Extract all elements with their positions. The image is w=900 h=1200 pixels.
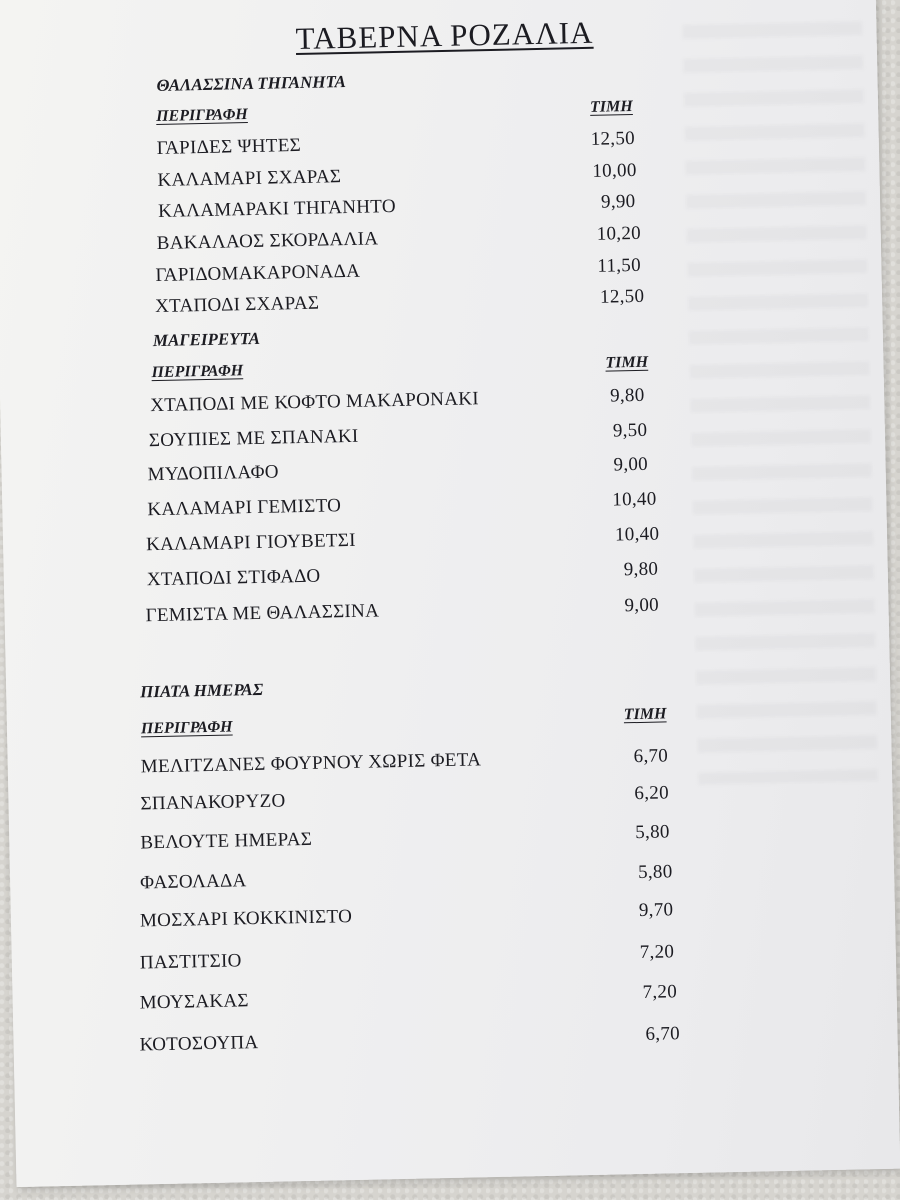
menu-item-name: ΚΑΛΑΜΑΡΙ ΓΕΜΙΣΤΟ xyxy=(147,495,342,521)
section-title-cooked-dishes: ΜΑΓΕΙΡΕΥΤΑ xyxy=(152,328,261,351)
price-header: ΤΙΜΗ xyxy=(623,705,667,724)
menu-item-price: 6,20 xyxy=(634,782,670,805)
menu-item-name: ΦΑΣΟΛΑΔΑ xyxy=(139,870,247,894)
menu-item-name: ΜΕΛΙΤΖΑΝΕΣ ΦΟΥΡΝΟΥ ΧΩΡΙΣ ΦΕΤΑ xyxy=(140,749,482,778)
menu-item-price: 9,90 xyxy=(600,190,636,213)
description-header: ΠΕΡΙΓΡΑΦΗ xyxy=(151,362,244,382)
menu-item-name: ΜΟΥΣΑΚΑΣ xyxy=(139,990,249,1014)
menu-item-price: 10,40 xyxy=(614,523,660,546)
menu-item-name: ΓΑΡΙΔΟΜΑΚΑΡΟΝΑΔΑ xyxy=(155,260,361,287)
menu-item-name: ΜΥΔΟΠΙΛΑΦΟ xyxy=(147,461,280,486)
price-header: ΤΙΜΗ xyxy=(605,353,649,372)
menu-item-name: ΧΤΑΠΟΔΙ ΣΧΑΡΑΣ xyxy=(154,292,320,318)
menu-item-price: 7,20 xyxy=(639,941,675,964)
menu-item-name: ΚΟΤΟΣΟΥΠΑ xyxy=(139,1032,259,1056)
menu-item-name: ΜΟΣΧΑΡΙ ΚΟΚΚΙΝΙΣΤΟ xyxy=(139,906,353,932)
menu-item-price: 10,40 xyxy=(612,488,657,511)
menu-item-name: ΣΠΑΝΑΚΟΡΥΖΟ xyxy=(140,790,286,815)
menu-item-name: ΧΤΑΠΟΔΙ ΜΕ ΚΟΦΤΟ ΜΑΚΑΡΟΝΑΚΙ xyxy=(149,388,480,417)
menu-item-name: ΓΕΜΙΣΤΑ ΜΕ ΘΑΛΑΣΣΙΝΑ xyxy=(145,600,380,627)
menu-item-name: ΒΑΚΑΛΑΟΣ ΣΚΟΡΔΑΛΙΑ xyxy=(156,228,379,254)
menu-item-name: ΓΑΡΙΔΕΣ ΨΗΤΕΣ xyxy=(156,134,302,159)
section-title-dishes-of-the-day: ΠΙΑΤΑ ΗΜΕΡΑΣ xyxy=(139,679,264,702)
menu-item-price: 9,50 xyxy=(612,419,648,442)
menu-item-name: ΠΑΣΤΙΤΣΙΟ xyxy=(139,950,242,974)
menu-item-price: 11,50 xyxy=(597,254,642,277)
menu-item-price: 9,80 xyxy=(609,384,645,407)
description-header: ΠΕΡΙΓΡΑΦΗ xyxy=(140,718,233,738)
menu-item-price: 7,20 xyxy=(642,981,678,1003)
show-through-text xyxy=(682,21,878,785)
description-header: ΠΕΡΙΓΡΑΦΗ xyxy=(155,106,248,125)
menu-item-price: 9,00 xyxy=(624,594,660,617)
menu-item-name: ΣΟΥΠΙΕΣ ΜΕ ΣΠΑΝΑΚΙ xyxy=(148,425,359,452)
menu-item-name: ΒΕΛΟΥΤΕ ΗΜΕΡΑΣ xyxy=(140,828,313,854)
price-header: ΤΙΜΗ xyxy=(589,97,633,116)
menu-item-name: ΚΑΛΑΜΑΡΙ ΣΧΑΡΑΣ xyxy=(157,166,342,191)
menu-item-price: 10,00 xyxy=(592,159,637,182)
menu-item-price: 12,50 xyxy=(590,127,636,150)
menu-item-price: 9,80 xyxy=(623,558,659,581)
menu-item-price: 5,80 xyxy=(635,821,670,844)
menu-item-price: 9,70 xyxy=(638,899,674,922)
restaurant-title: ΤΑΒΕΡΝΑ ΡΟΖΑΛΙΑ xyxy=(295,14,594,57)
menu-item-price: 9,00 xyxy=(613,453,649,476)
menu-item-price: 6,70 xyxy=(633,745,669,768)
menu-item-name: ΧΤΑΠΟΔΙ ΣΤΙΦΑΔΟ xyxy=(146,565,321,591)
section-title-fried-seafood: ΘΑΛΑΣΣΙΝΑ ΤΗΓΑΝΗΤΑ xyxy=(156,71,347,95)
menu-item-name: ΚΑΛΑΜΑΡΑΚΙ ΤΗΓΑΝΗΤΟ xyxy=(157,195,397,222)
menu-item-price: 6,70 xyxy=(645,1023,681,1045)
menu-item-name: ΚΑΛΑΜΑΡΙ ΓΙΟΥΒΕΤΣΙ xyxy=(145,529,356,556)
menu-item-price: 10,20 xyxy=(596,222,642,245)
menu-item-price: 12,50 xyxy=(599,285,645,308)
menu-item-price: 5,80 xyxy=(637,861,673,884)
